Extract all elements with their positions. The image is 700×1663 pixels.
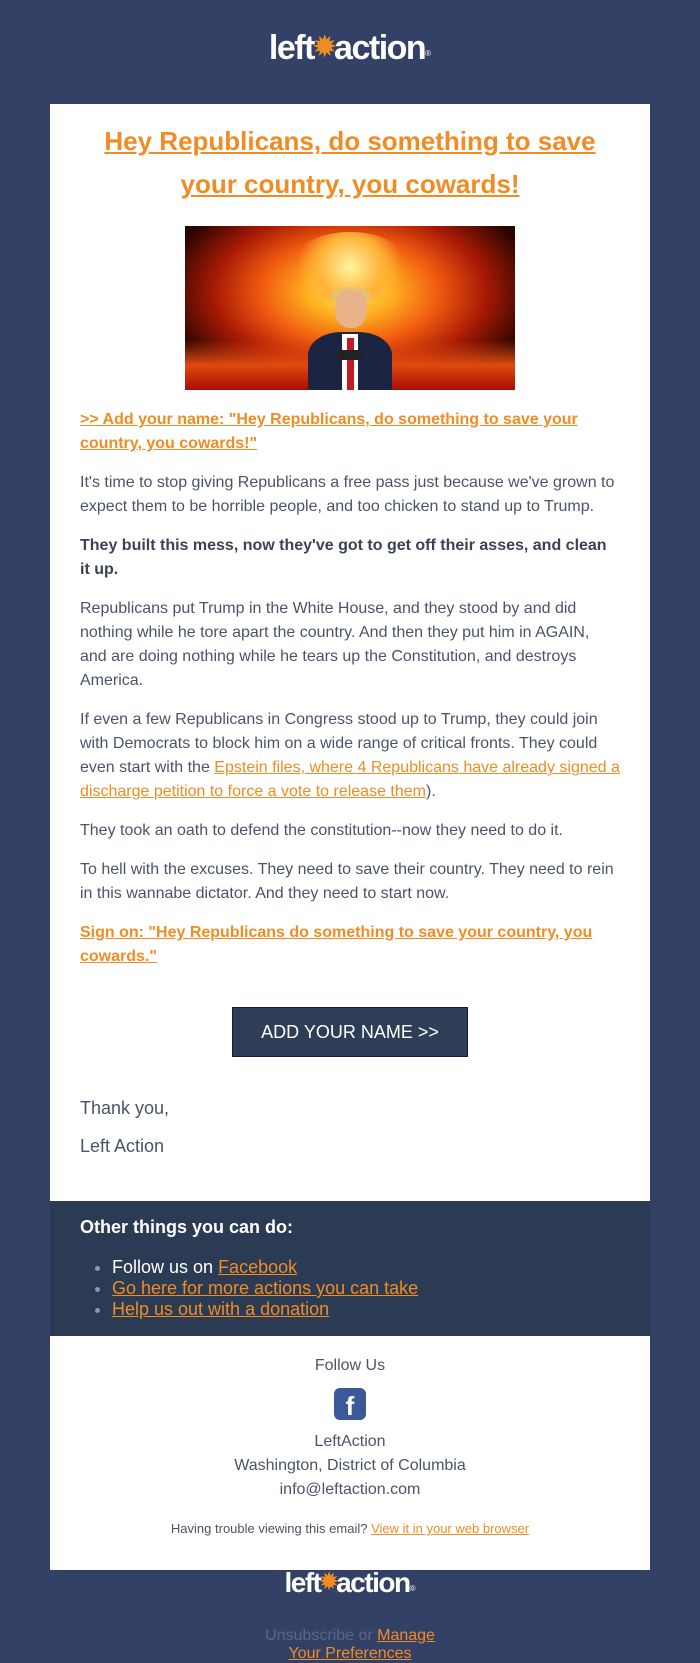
email-footer [50,1336,650,1570]
burst-icon: ✹ [318,1568,339,1596]
sign-on-link[interactable]: Sign on: "Hey Republicans do something to save your country, you cowards." [80,924,593,965]
leftaction-logo-header [0,28,700,69]
epstein-files-link[interactable]: Epstein files, where 4 Republicans have already signed a discharge petition to force a vote to release them [80,759,620,800]
list-item-donation [112,1299,620,1320]
donation-link[interactable]: Help us out with a donation [112,1299,330,1319]
burst-icon: ✹ [311,30,337,64]
registered-mark: ® [409,1584,416,1593]
leftaction-logo-footer [0,1566,700,1601]
paragraph-4 [80,708,620,804]
facebook-link[interactable]: Facebook [218,1257,298,1277]
registered-mark: ® [425,49,432,58]
more-actions-link[interactable]: Go here for more actions you can take [112,1278,419,1298]
org-city: Washington, District of Columbia [234,1457,466,1474]
unsubscribe-link[interactable]: Unsubscribe or [265,1627,378,1644]
preferences-link[interactable]: Your Preferences [288,1645,412,1662]
other-actions-list [80,1257,620,1320]
paragraph-1: It's time to stop giving Republicans a free pass just because we've grown to expect them to be horrible people, and too chicken to stand up to Trump. [80,474,615,515]
headline-link[interactable]: Hey Republicans, do something to save your country, you cowards! [104,126,596,199]
paragraph-6: To hell with the excuses. They need to save their country. They need to rein in this wannabe dictator. And they need to start now. [80,861,614,902]
other-actions-panel [50,1201,650,1336]
add-your-name-button[interactable]: ADD YOUR NAME >> [232,1007,468,1057]
email-body [50,104,650,1201]
speaker-tie [347,338,354,390]
facebook-icon[interactable]: f [334,1388,366,1420]
paragraph-4-text: If even a few Republicans in Congress stood up to Trump, they could join with Democrats to block him on a wide range of critical fronts. They could even start with the [80,711,598,776]
manage-link[interactable]: Manage [377,1627,435,1644]
other-actions-title: Other things you can do: [80,1217,294,1237]
callout-bottom [80,921,620,969]
logo-text-right: action [334,29,426,67]
trouble-text: Having trouble viewing this email? [170,1521,372,1536]
cta-wrapper [80,1007,620,1057]
list-item-more-actions [112,1278,620,1299]
logo-text-right: action [336,1567,410,1598]
callout-top [80,408,620,456]
list-item-facebook [112,1257,620,1278]
add-name-link-top[interactable]: >> Add your name: "Hey Republicans, do something to save your country, you cowards!" [80,411,578,452]
paragraph-4-end: ). [425,783,436,800]
follow-us-text: Follow us on [112,1257,219,1277]
org-email: info@leftaction.com [279,1481,421,1498]
paragraph-5: They took an oath to defend the constitution--now they need to do it. [80,822,563,839]
logo-text-left: left [268,29,314,67]
signoff-name: Left Action [80,1136,165,1156]
email-card [50,104,650,1570]
hero-image[interactable] [185,226,515,390]
org-name: LeftAction [314,1433,386,1450]
unsubscribe-block [0,1627,700,1663]
speaker-figure [308,290,392,390]
microphone [338,350,362,360]
follow-us-heading: Follow Us [314,1357,386,1374]
paragraph-3: Republicans put Trump in the White House, and they stood by and did nothing while he tore apart the country. And then they put him in AGAIN, and are doing nothing while he tears up the Constitution, and destroys America. [80,600,590,689]
speaker-head [335,290,367,328]
trouble-viewing [80,1520,620,1538]
logo-text-left: left [284,1567,321,1598]
paragraph-2-bold: They built this mess, now they've got to get off their asses, and clean it up. [80,537,607,578]
view-in-browser-link[interactable]: View it in your web browser [371,1521,530,1536]
signoff-thanks: Thank you, [80,1098,170,1118]
